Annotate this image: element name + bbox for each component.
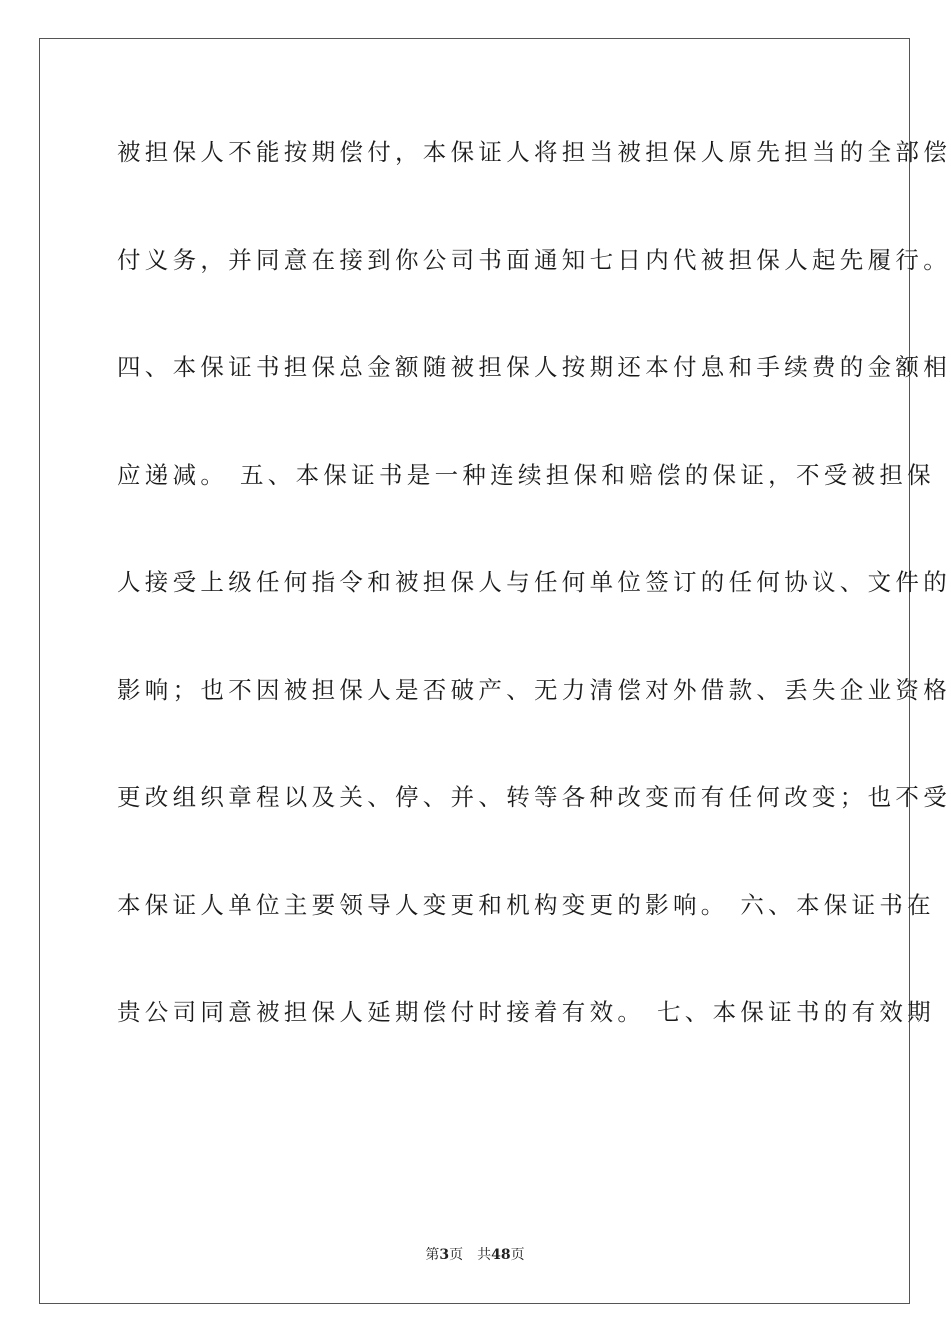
- text-line-8: 本保证人单位主要领导人变更和机构变更的影响。 六、本保证书在: [117, 890, 935, 919]
- text-line-4: 应递减。 五、本保证书是一种连续担保和赔偿的保证，不受被担保: [117, 460, 935, 489]
- total-suffix: 页: [510, 1247, 525, 1263]
- page-number: 3: [439, 1247, 450, 1263]
- total-prefix: 共: [477, 1247, 492, 1263]
- text-line-2: 付义务，并同意在接到你公司书面通知七日内代被担保人起先履行。: [117, 245, 951, 274]
- text-line-5: 人接受上级任何指令和被担保人与任何单位签订的任何协议、文件的: [117, 568, 951, 596]
- page-prefix: 第: [425, 1247, 440, 1263]
- page-footer: [0, 1245, 950, 1265]
- text-line-9: 贵公司同意被担保人延期偿付时接着有效。 七、本保证书的有效期: [117, 998, 935, 1026]
- total-pages: 48: [491, 1247, 511, 1263]
- document-body: [117, 130, 951, 1098]
- text-line-7: 更改组织章程以及关、停、并、转等各种改变而有任何改变；也不受: [117, 783, 951, 811]
- text-line-3: 四、本保证书担保总金额随被担保人按期还本付息和手续费的金额相: [117, 353, 951, 381]
- text-line-1: 被担保人不能按期偿付，本保证人将担当被担保人原先担当的全部偿: [117, 138, 951, 166]
- text-line-6: 影响；也不因被担保人是否破产、无力清偿对外借款、丢失企业资格: [117, 675, 951, 704]
- page-suffix: 页: [449, 1247, 464, 1263]
